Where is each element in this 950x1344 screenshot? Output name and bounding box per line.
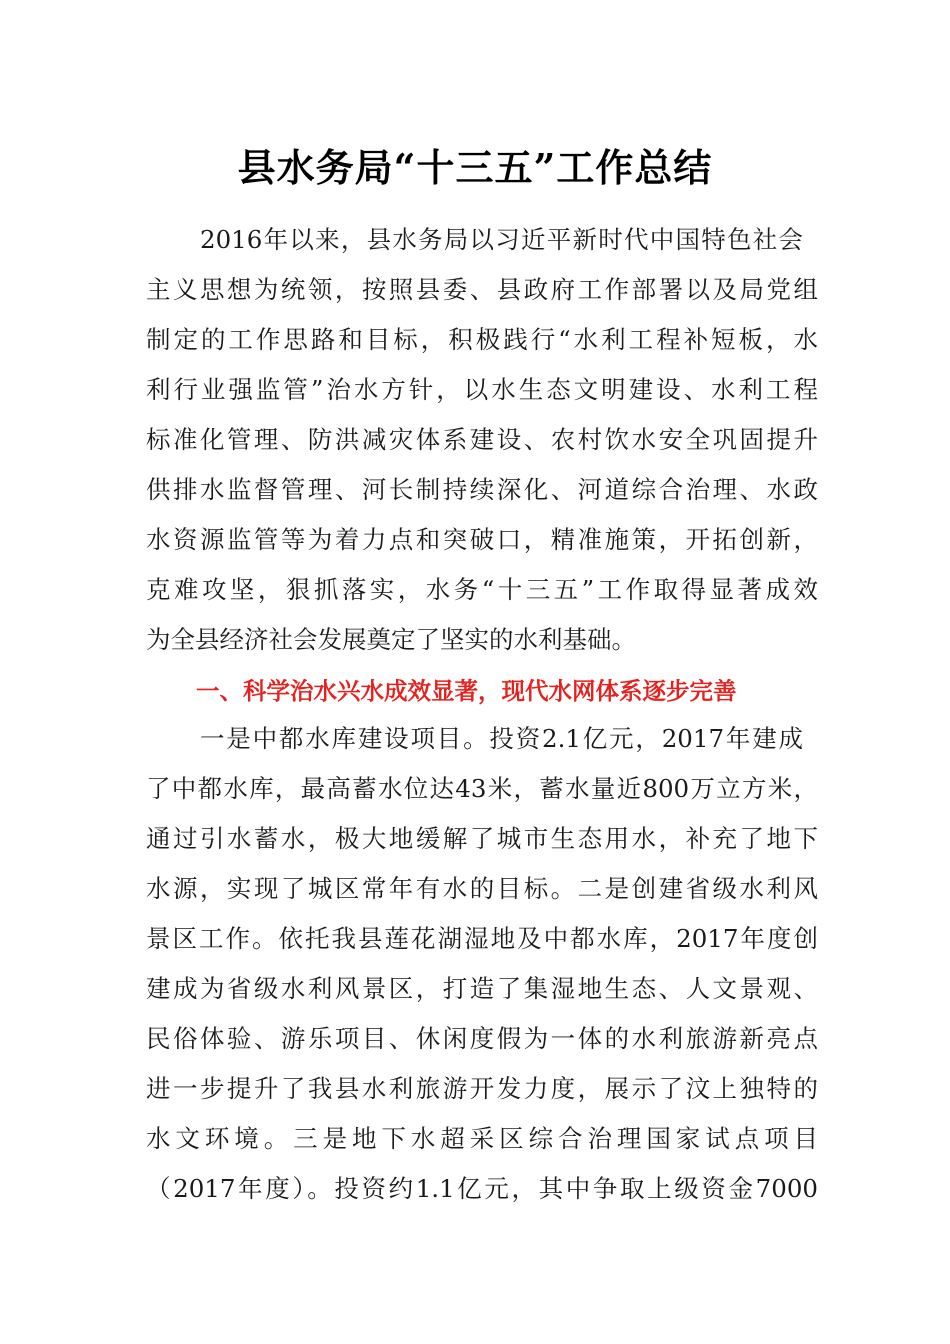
paragraph-line: 主义思想为统领，按照县委、县政府工作部署以及局党组 [146, 275, 818, 304]
section-heading: 一、科学治水兴水成效显著，现代水网体系逐步完善 [196, 677, 737, 705]
paragraph-line: 水资源监管等为着力点和突破口，精准施策，开拓创新， [146, 525, 818, 554]
document-title: 县水务局“十三五”工作总结 [237, 145, 713, 190]
paragraph-line: 供排水监督管理、河长制持续深化、河道综合治理、水政 [146, 475, 818, 504]
paragraph-line: 标准化管理、防洪减灾体系建设、农村饮水安全巩固提升 [146, 425, 818, 454]
paragraph-line: 2016年以来，县水务局以习近平新时代中国特色社会 [200, 225, 803, 254]
paragraph-line: 景区工作。依托我县莲花湖湿地及中都水库，2017年度创 [146, 924, 818, 953]
paragraph-line: （2017年度）。投资约1.1亿元，其中争取上级资金7000 [146, 1174, 818, 1203]
paragraph-line: 水源，实现了城区常年有水的目标。二是创建省级水利风 [146, 874, 818, 903]
paragraph-line: 进一步提升了我县水利旅游开发力度，展示了汶上独特的 [146, 1074, 818, 1103]
paragraph-line: 利行业强监管”治水方针，以水生态文明建设、水利工程 [146, 375, 818, 404]
paragraph-line: 为全县经济社会发展奠定了坚实的水利基础。 [146, 625, 636, 654]
paragraph-line: 水文环境。三是地下水超采区综合治理国家试点项目 [146, 1124, 818, 1153]
paragraph-line: 通过引水蓄水，极大地缓解了城市生态用水，补充了地下 [146, 824, 818, 853]
paragraph-line: 一是中都水库建设项目。投资2.1亿元，2017年建成 [200, 724, 803, 753]
paragraph-line: 克难攻坚，狠抓落实，水务“十三五”工作取得显著成效 [146, 575, 818, 604]
paragraph-line: 民俗体验、游乐项目、休闲度假为一体的水利旅游新亮点 [146, 1024, 818, 1053]
paragraph-line: 建成为省级水利风景区，打造了集湿地生态、人文景观、 [146, 974, 818, 1003]
paragraph-line: 制定的工作思路和目标，积极践行“水利工程补短板，水 [146, 325, 818, 354]
paragraph-line: 了中都水库，最高蓄水位达43米，蓄水量近800万立方米， [146, 774, 818, 803]
